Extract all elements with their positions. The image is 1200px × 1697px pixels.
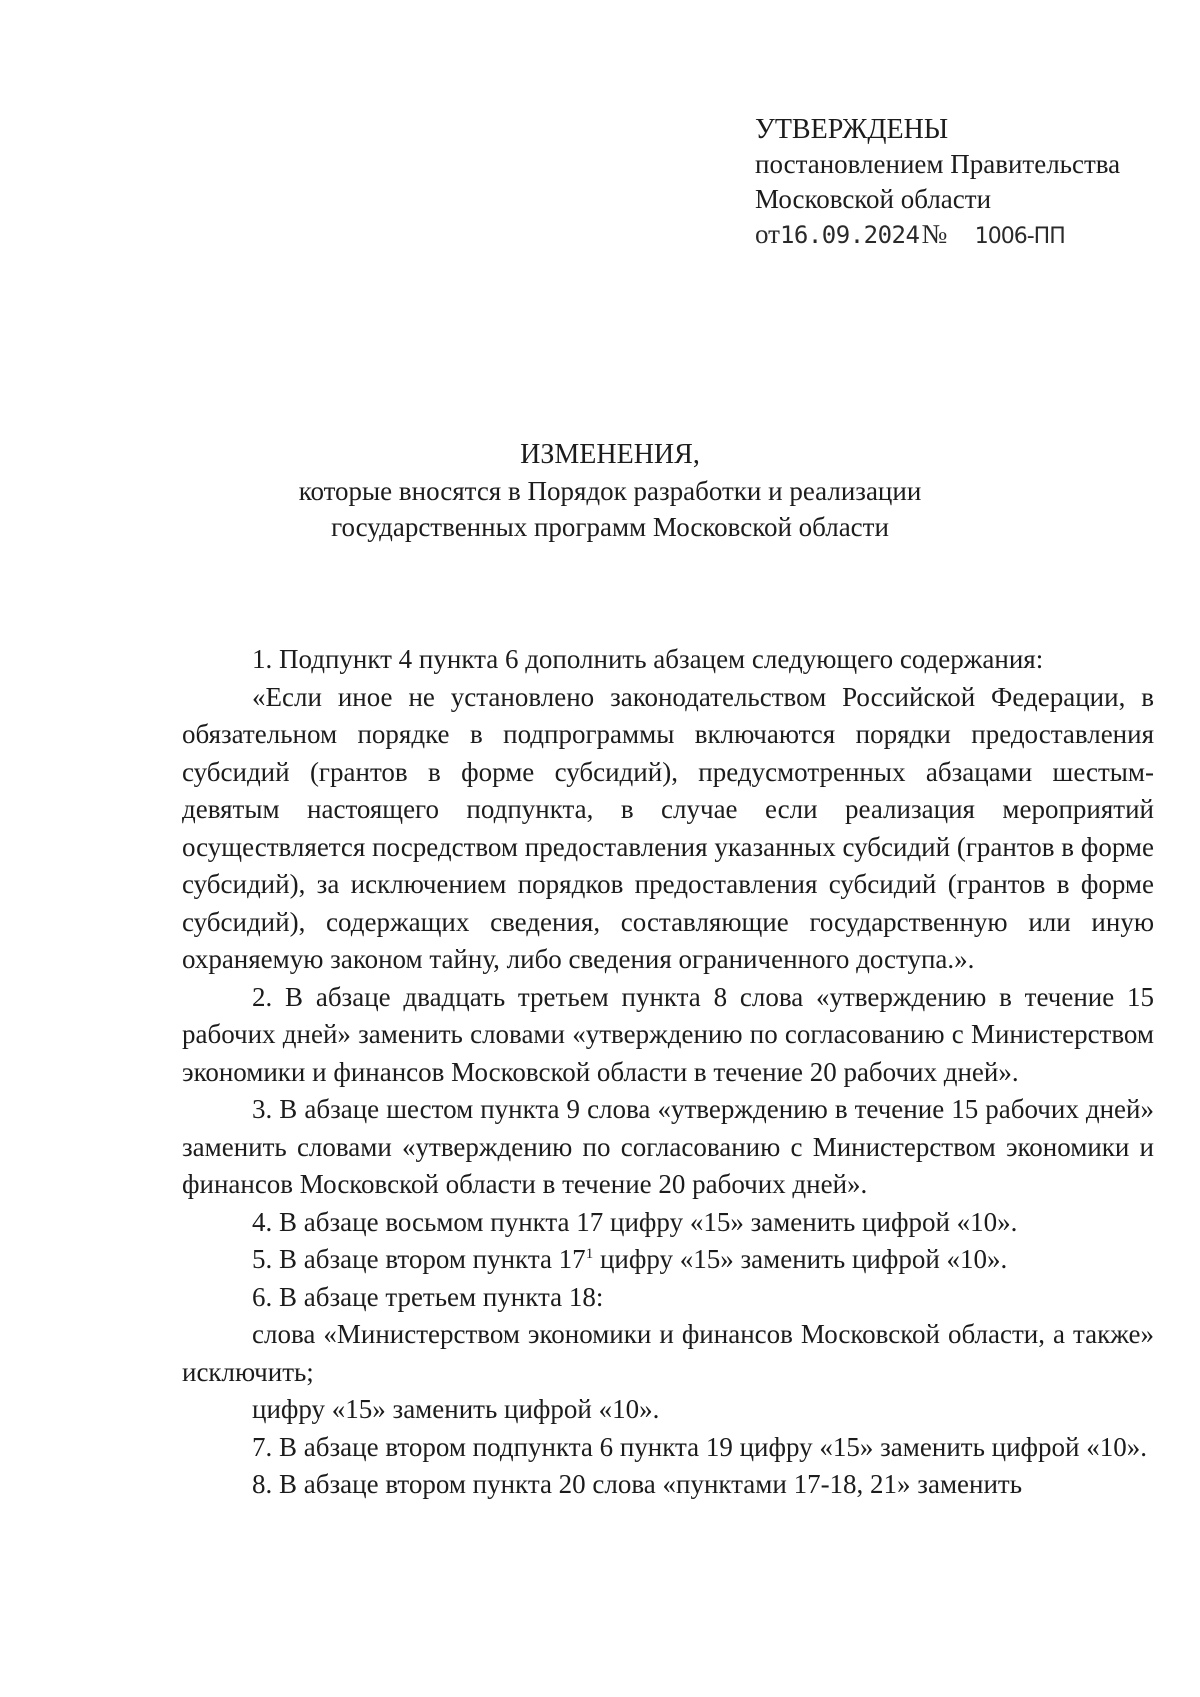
approval-date-line xyxy=(755,217,1120,254)
paragraph-2: 2. В абзаце двадцать третьем пункта 8 слова «утверждению в течение 15 рабочих дней» заменить словами «утверждению по согласованию с Министерством экономики и финансов Московской области в течение 20 рабочих дней». xyxy=(182,981,1154,1087)
paragraph-1: 1. Подпункт 4 пункта 6 дополнить абзацем следующего содержания: xyxy=(252,644,1044,674)
paragraph-6: 6. В абзаце третьем пункта 18: xyxy=(252,1281,604,1312)
paragraph-3: 3. В абзаце шестом пункта 9 слова «утверждению в течение 15 рабочих дней» заменить словами «утверждению по согласованию с Министерством экономики и финансов Московской области в течение 20 рабочих дней». xyxy=(182,1094,1154,1199)
paragraph-5-superscript: 1 xyxy=(585,1246,594,1262)
number-sign: № xyxy=(921,219,947,249)
paragraph-6-item-2: цифру «15» заменить цифрой «10». xyxy=(252,1394,660,1424)
approval-line-2: Московской области xyxy=(755,184,992,214)
document-title: ИЗМЕНЕНИЯ, xyxy=(520,439,700,470)
document-number: 1006-ПП xyxy=(974,224,1065,249)
paragraph-4: 4. В абзаце восьмом пункта 17 цифру «15» заменить цифрой «10». xyxy=(252,1206,1018,1237)
paragraph-5-end: цифру «15» заменить цифрой «10». xyxy=(593,1244,1008,1274)
paragraph-1-quote: «Если иное не установлено законодательством Российской Федерации, в обязательном порядке в подпрограммы включаются порядки предоставления субсидий (грантов в форме субсидий), предусмотренных абзацами шестым-девятым настоящего подпункта, в случае если реализация мероприятий осуществляется посредством предоставления указанных субсидий (грантов в форме субсидий), за исключением порядков предоставления субсидий (грантов в форме субсидий), содержащих сведения, составляющие государственную или иную охраняемую законом тайну, либо сведения ограниченного доступа.». xyxy=(182,681,1154,974)
document-body xyxy=(182,641,1154,1504)
paragraph-5-start: 5. В абзаце втором пункта 17 xyxy=(252,1244,586,1274)
paragraph-6-item-1: слова «Министерством экономики и финансов Московской области, а также» исключить; xyxy=(182,1319,1154,1387)
paragraph-5 xyxy=(182,1241,1154,1279)
document-subtitle-line-2: государственных программ Московской области xyxy=(331,512,889,542)
date-prefix: от xyxy=(755,219,780,249)
paragraph-7: 7. В абзаце втором подпункта 6 пункта 19 цифру «15» заменить цифрой «10». xyxy=(252,1431,1147,1462)
document-title-block xyxy=(180,437,1040,545)
document-subtitle-line-1: которые вносятся в Порядок разработки и реализации xyxy=(298,476,922,506)
approval-date: 16.09.2024 xyxy=(779,221,920,249)
paragraph-8: 8. В абзаце втором пункта 20 слова «пунктами 17-18, 21» заменить xyxy=(252,1469,1023,1499)
approval-line-1: постановлением Правительства xyxy=(755,149,1121,179)
approval-heading: УТВЕРЖДЕНЫ xyxy=(755,114,949,145)
approval-stamp-block xyxy=(755,112,1120,254)
